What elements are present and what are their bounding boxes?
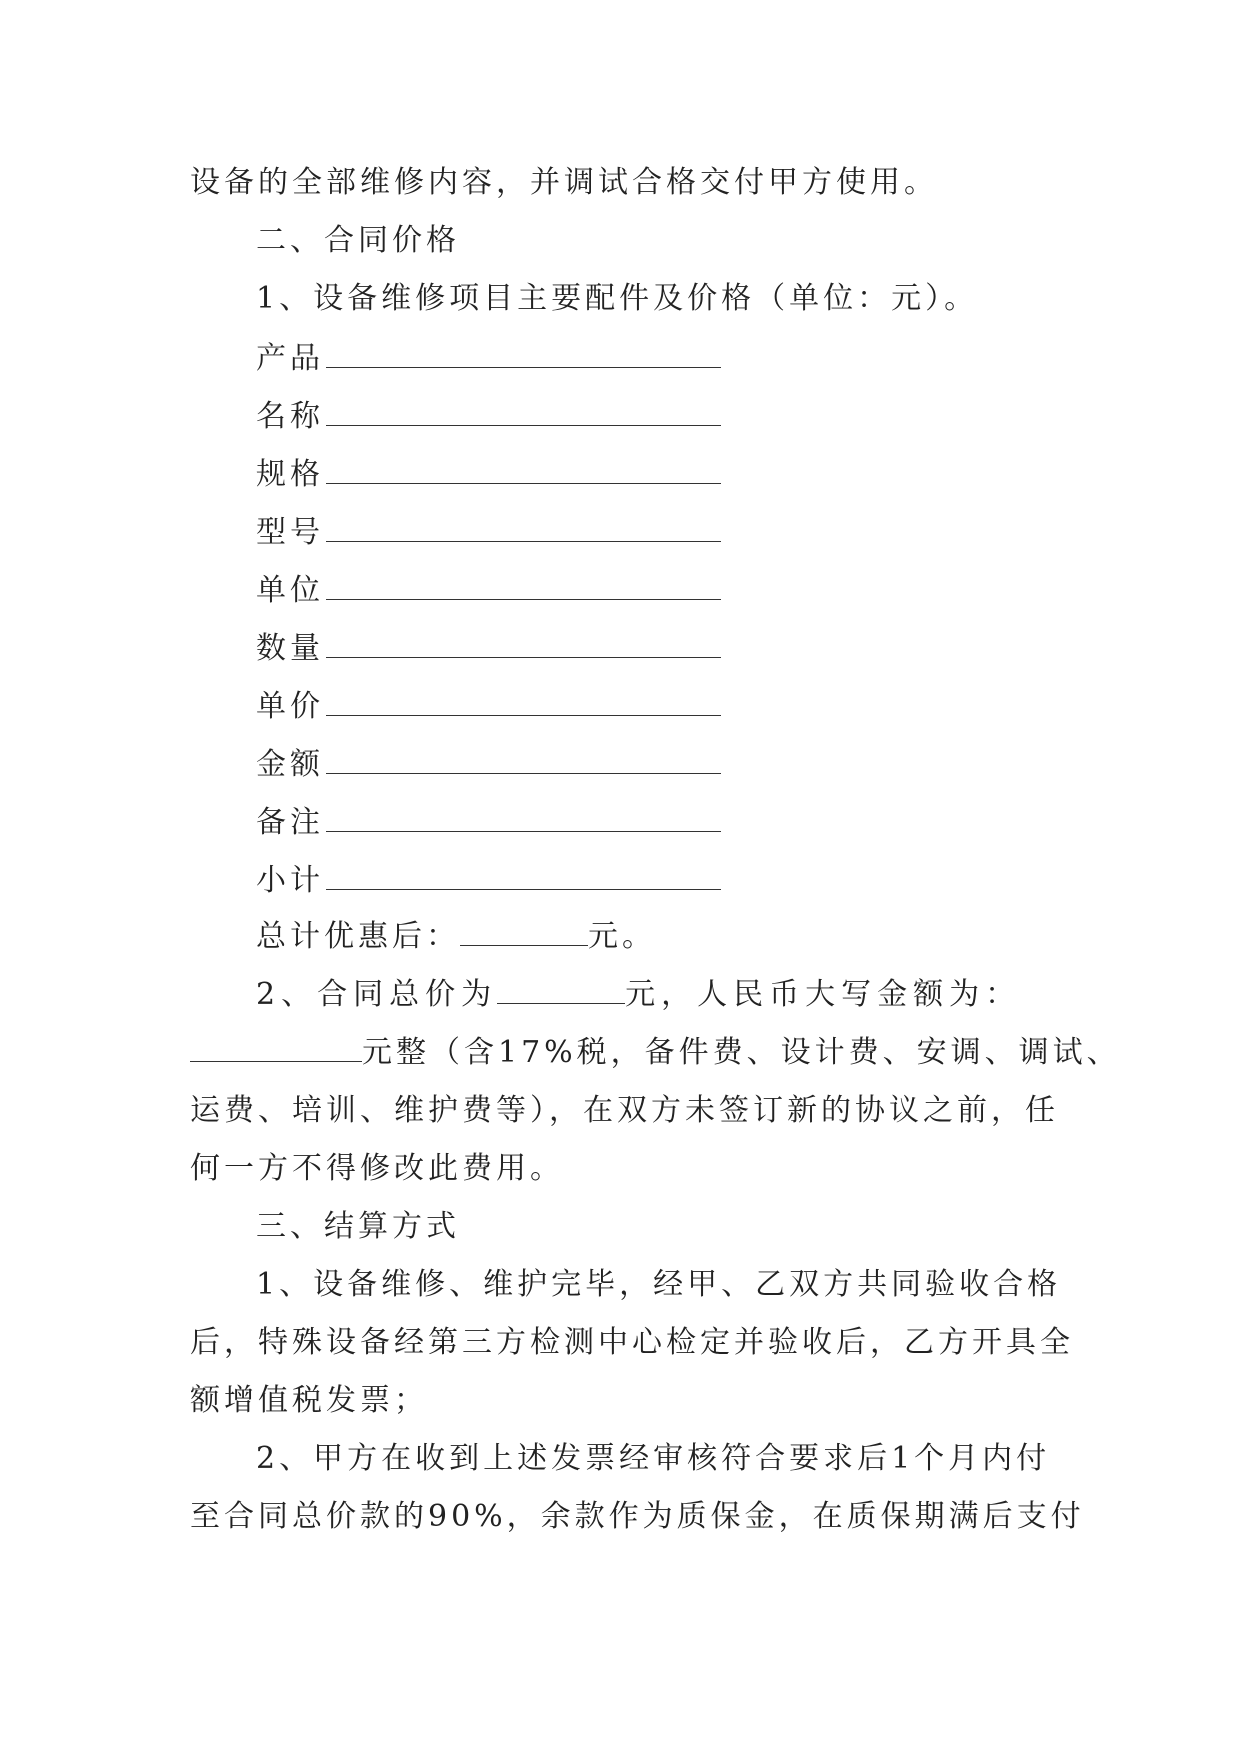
- section-heading: 二、合同价格: [256, 223, 460, 258]
- form-field-label: 单位: [256, 573, 324, 608]
- total-prefix: 总计优惠后：: [256, 919, 460, 954]
- form-field-label: 型号: [256, 515, 324, 550]
- paragraph-line: 额增值税发票；: [190, 1383, 428, 1418]
- form-field-blank: [326, 801, 721, 832]
- item2-line2-text: 元整（含17%税，备件费、设计费、安调、调试、: [362, 1035, 1121, 1070]
- form-field-label: 单价: [256, 689, 324, 724]
- form-field-blank: [326, 569, 721, 600]
- form-field-row: [256, 685, 721, 727]
- form-field-blank: [326, 511, 721, 542]
- form-field-label: 金额: [256, 747, 324, 782]
- form-field-blank: [326, 685, 721, 716]
- paragraph-line: 后，特殊设备经第三方检测中心检定并验收后，乙方开具全: [190, 1325, 1074, 1360]
- item2-line2: [190, 1033, 1121, 1073]
- form-field-row: [256, 859, 721, 901]
- paragraph-line: 运费、培训、维护费等），在双方未签订新的协议之前，任: [190, 1093, 1059, 1128]
- total-line: [256, 917, 656, 957]
- paragraph-line: 1、设备维修、维护完毕，经甲、乙双方共同验收合格: [256, 1267, 1062, 1302]
- form-field-row: [256, 801, 721, 843]
- form-field-row: [256, 627, 721, 669]
- form-field-label: 产品: [256, 341, 324, 376]
- form-field-label: 小计: [256, 863, 324, 898]
- form-field-blank: [326, 627, 721, 658]
- form-field-label: 规格: [256, 457, 324, 492]
- item2-line1: [256, 975, 1052, 1015]
- form-field-blank: [326, 337, 721, 368]
- form-field-row: [256, 743, 721, 785]
- paragraph-line: 2、甲方在收到上述发票经审核符合要求后1个月内付: [256, 1441, 1051, 1476]
- amount-words-blank: [190, 1033, 362, 1062]
- form-field-row: [256, 511, 721, 553]
- total-suffix: 元。: [588, 919, 656, 954]
- form-field-blank: [326, 859, 721, 890]
- item2-prefix: 2、合同总价为: [256, 977, 498, 1012]
- paragraph-line: 1、设备维修项目主要配件及价格（单位：元）。: [256, 281, 979, 316]
- form-field-label: 数量: [256, 631, 324, 666]
- form-field-row: [256, 395, 721, 437]
- form-field-row: [256, 337, 721, 379]
- form-field-blank: [326, 453, 721, 484]
- total-blank: [460, 917, 588, 946]
- section-heading: 三、结算方式: [256, 1209, 460, 1244]
- form-field-blank: [326, 395, 721, 426]
- form-field-row: [256, 453, 721, 495]
- form-field-blank: [326, 743, 721, 774]
- paragraph-line: 设备的全部维修内容，并调试合格交付甲方使用。: [190, 165, 938, 200]
- form-field-label: 备注: [256, 805, 324, 840]
- price-blank: [497, 975, 625, 1004]
- form-field-label: 名称: [256, 399, 324, 434]
- form-field-row: [256, 569, 721, 611]
- item2-suffix: 元，人民币大写金额为：: [625, 977, 1022, 1012]
- paragraph-line: 何一方不得修改此费用。: [190, 1151, 564, 1186]
- paragraph-line: 至合同总价款的90%，余款作为质保金，在质保期满后支付: [190, 1499, 1085, 1534]
